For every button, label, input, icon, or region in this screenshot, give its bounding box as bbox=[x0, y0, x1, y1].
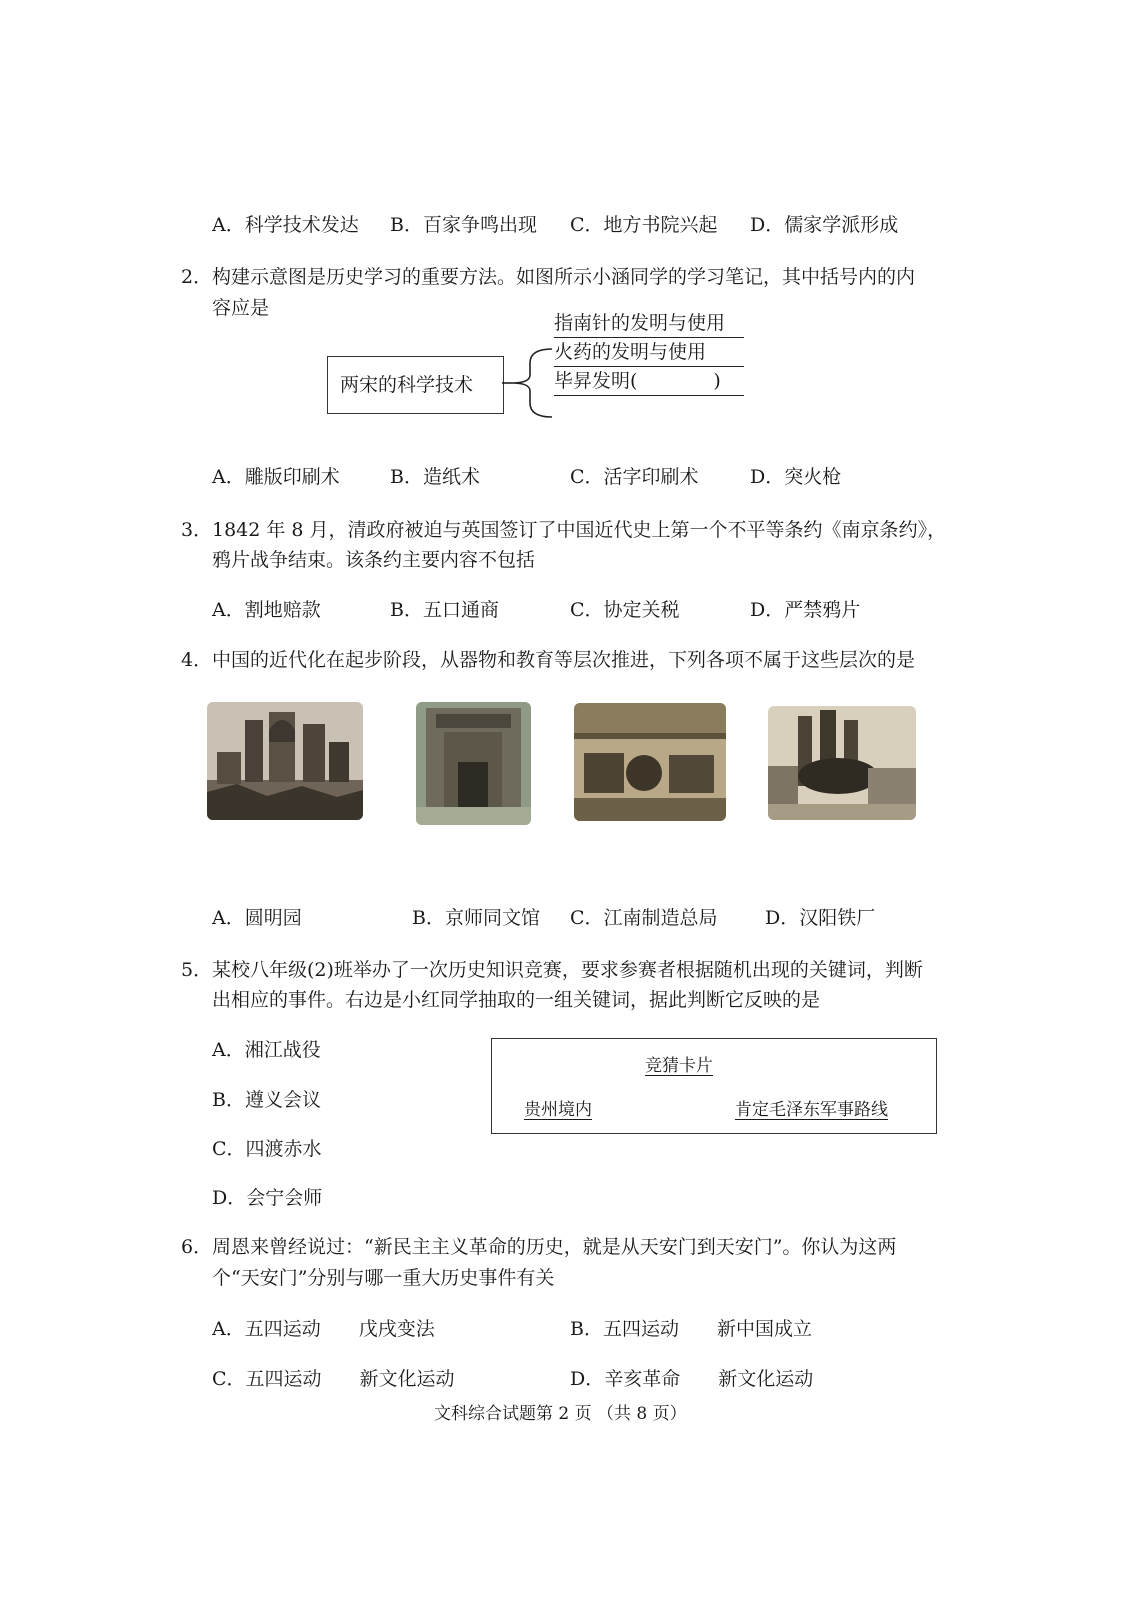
q1-option-c: C．地方书院兴起 bbox=[570, 214, 718, 236]
q5-number: 5． bbox=[181, 959, 213, 981]
q4-stem-line1: 中国的近代化在起步阶段，从器物和教育等层次推进，下列各项不属于这些层次的是 bbox=[212, 649, 916, 671]
q6-option-c: C．五四运动 新文化运动 bbox=[212, 1368, 455, 1390]
q5-option-b: B．遵义会议 bbox=[212, 1089, 321, 1111]
q4-option-d: D．汉阳铁厂 bbox=[765, 907, 876, 929]
q2-stem-line2: 容应是 bbox=[212, 297, 270, 319]
q2-option-c: C．活字印刷术 bbox=[570, 466, 699, 488]
q5-option-d: D．会宁会师 bbox=[212, 1187, 323, 1209]
q3-option-a: A．割地赔款 bbox=[212, 599, 321, 621]
q3-option-b: B．五口通商 bbox=[390, 599, 499, 621]
q5-stem-line1: 某校八年级(2)班举办了一次历史知识竞赛，要求参赛者根据随机出现的关键词，判断 bbox=[212, 959, 923, 981]
photo-hanyang-ironworks bbox=[768, 706, 916, 820]
q3-stem-line2: 鸦片战争结束。该条约主要内容不包括 bbox=[212, 549, 536, 571]
q6-option-a: A．五四运动 戊戌变法 bbox=[212, 1318, 435, 1340]
page-footer: 文科综合试题第 2 页 （共 8 页） bbox=[434, 1404, 687, 1424]
q4-option-a: A．圆明园 bbox=[212, 907, 302, 929]
q1-option-d: D．儒家学派形成 bbox=[750, 214, 899, 236]
photo-yuanmingyuan-ruins bbox=[207, 702, 363, 820]
diagram-root-label: 两宋的科学技术 bbox=[340, 374, 474, 396]
quiz-card bbox=[491, 1038, 937, 1134]
photo-jingshi-tongwenguan bbox=[416, 702, 531, 825]
photo-jiangnan-arsenal bbox=[574, 703, 726, 821]
q2-option-a: A．雕版印刷术 bbox=[212, 466, 340, 488]
q5-option-a: A．湘江战役 bbox=[212, 1039, 321, 1061]
quiz-card-keyword-right: 肯定毛泽东军事路线 bbox=[735, 1100, 888, 1120]
quiz-card-title: 竞猜卡片 bbox=[645, 1056, 713, 1076]
diagram-brace bbox=[502, 345, 562, 420]
q2-option-d: D．突火枪 bbox=[750, 466, 842, 488]
q3-stem-line1: 1842 年 8 月，清政府被迫与英国签订了中国近代史上第一个不平等条约《南京条约》， bbox=[212, 519, 947, 541]
q4-option-b: B．京师同文馆 bbox=[412, 907, 540, 929]
q6-number: 6． bbox=[181, 1236, 213, 1258]
diagram-branch-2: 火药的发明与使用 bbox=[554, 337, 744, 367]
diagram-root-box bbox=[327, 356, 504, 414]
q6-option-b: B．五四运动 新中国成立 bbox=[570, 1318, 812, 1340]
q2-option-b: B．造纸术 bbox=[390, 466, 480, 488]
q3-number: 3． bbox=[181, 519, 213, 541]
quiz-card-keyword-left: 贵州境内 bbox=[524, 1100, 592, 1120]
q1-option-b: B．百家争鸣出现 bbox=[390, 214, 537, 236]
q2-number: 2． bbox=[181, 266, 213, 288]
q6-stem-line2: 个“天安门”分别与哪一重大历史事件有关 bbox=[212, 1267, 555, 1289]
q6-stem-line1: 周恩来曾经说过：“新民主主义革命的历史，就是从天安门到天安门”。你认为这两 bbox=[212, 1236, 897, 1258]
diagram-branch-3: 毕昇发明( ) bbox=[554, 366, 744, 396]
q2-stem-line1: 构建示意图是历史学习的重要方法。如图所示小涵同学的学习笔记，其中括号内的内 bbox=[212, 266, 916, 288]
q3-option-d: D．严禁鸦片 bbox=[750, 599, 861, 621]
q6-option-d: D．辛亥革命 新文化运动 bbox=[570, 1368, 814, 1390]
q5-option-c: C．四渡赤水 bbox=[212, 1138, 322, 1160]
q3-option-c: C．协定关税 bbox=[570, 599, 680, 621]
diagram-branch-1: 指南针的发明与使用 bbox=[554, 308, 744, 338]
q4-option-c: C．江南制造总局 bbox=[570, 907, 718, 929]
q4-number: 4． bbox=[181, 649, 213, 671]
q5-stem-line2: 出相应的事件。右边是小红同学抽取的一组关键词，据此判断它反映的是 bbox=[212, 989, 821, 1011]
q1-option-a: A．科学技术发达 bbox=[212, 214, 359, 236]
